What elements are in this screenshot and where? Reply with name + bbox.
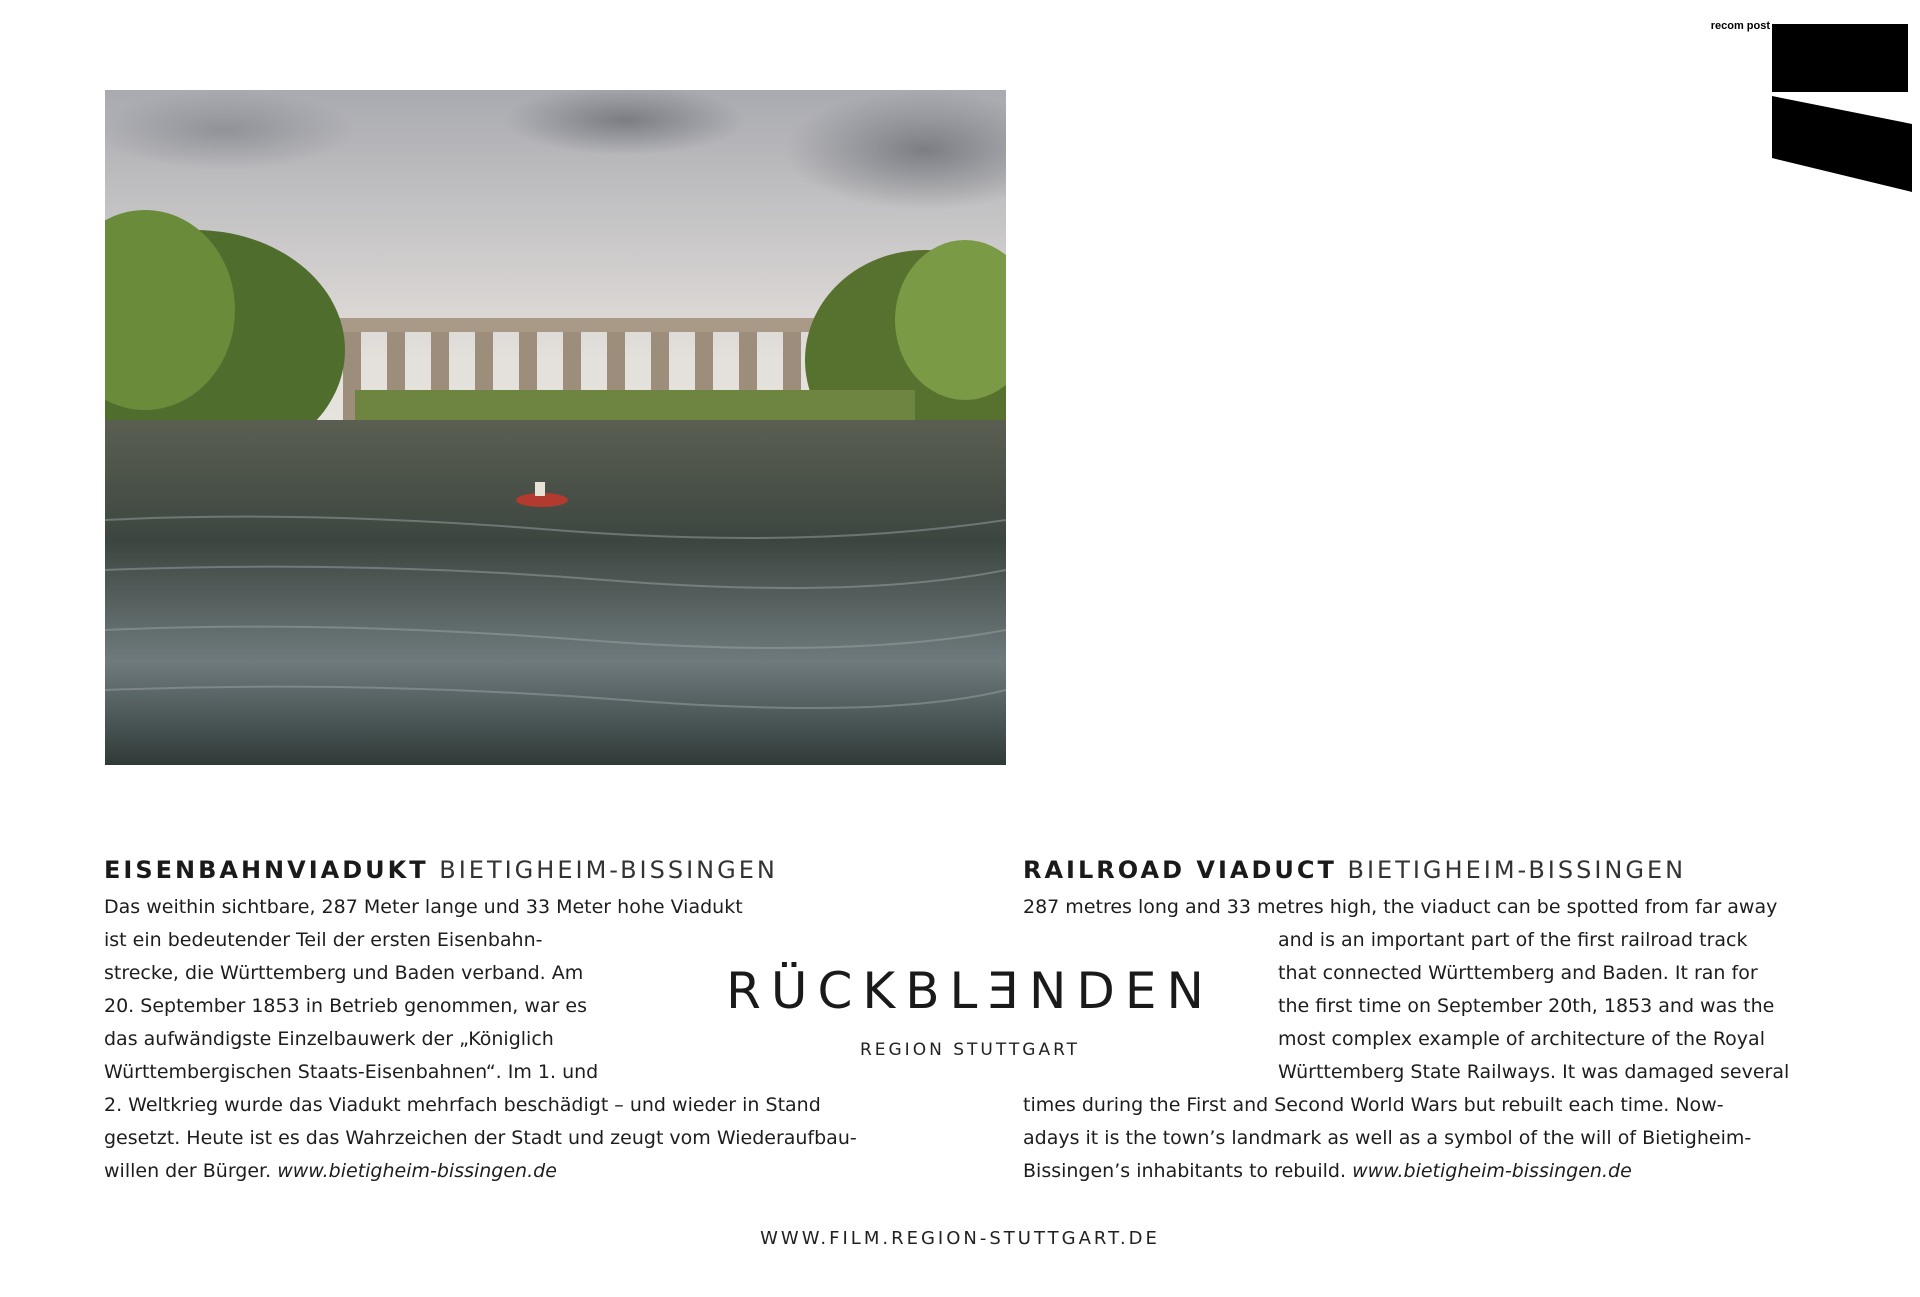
german-text-line: das aufwändigste Einzelbauwerk der „Königlich	[104, 1028, 554, 1050]
german-text-line: strecke, die Württemberg und Baden verband. Am	[104, 962, 584, 984]
english-text-line: the first time on September 20th, 1853 and was the	[1278, 995, 1775, 1017]
english-heading-bold: RAILROAD VIADUCT	[1023, 856, 1337, 884]
german-text-line: willen der Bürger.	[104, 1160, 272, 1182]
wordmark-subtitle: REGION STUTTGART	[859, 1040, 1081, 1060]
english-text-line: that connected Württemberg and Baden. It ran for	[1278, 962, 1758, 984]
brand-name: recom post	[1710, 20, 1770, 32]
rueckblenden-wordmark: RÜCKBLƎNDEN	[726, 962, 1214, 1020]
english-text-line: and is an important part of the first railroad track	[1278, 929, 1748, 951]
viaduct-photo	[105, 90, 1006, 765]
english-text-line: adays it is the town’s landmark as well as a symbol of the will of Bietigheim-	[1023, 1127, 1752, 1149]
english-text-line: Württemberg State Railways. It was damaged several	[1278, 1061, 1790, 1083]
german-heading	[104, 856, 778, 884]
english-heading-light: BIETIGHEIM-BISSINGEN	[1347, 856, 1687, 884]
german-heading-bold: EISENBAHNVIADUKT	[104, 856, 429, 884]
english-website-link[interactable]: www.bietigheim-bissingen.de	[1352, 1160, 1632, 1182]
english-text-last-line	[1023, 1155, 1632, 1188]
german-text-line: 20. September 1853 in Betrieb genommen, war es	[104, 995, 587, 1017]
german-text-line: ist ein bedeutender Teil der ersten Eisenbahn-	[104, 929, 543, 951]
german-text-line: gesetzt. Heute ist es das Wahrzeichen der Stadt und zeugt vom Wiederaufbau-	[104, 1127, 857, 1149]
german-text-line: Württembergischen Staats-Eisenbahnen“. Im 1. und	[104, 1061, 599, 1083]
german-text-line: 2. Weltkrieg wurde das Viadukt mehrfach beschädigt – und wieder in Stand	[104, 1094, 821, 1116]
german-website-link[interactable]: www.bietigheim-bissingen.de	[277, 1160, 557, 1182]
english-text-line: Bissingen’s inhabitants to rebuild.	[1023, 1160, 1347, 1182]
german-text-line: Das weithin sichtbare, 287 Meter lange und 33 Meter hohe Viadukt	[104, 896, 743, 918]
german-heading-light: BIETIGHEIM-BISSINGEN	[439, 856, 778, 884]
footer-website-link[interactable]: WWW.FILM.REGION-STUTTGART.DE	[760, 1228, 1160, 1249]
english-heading	[1023, 856, 1686, 884]
english-text-line: times during the First and Second World Wars but rebuilt each time. Now-	[1023, 1094, 1724, 1116]
english-text-line: most complex example of architecture of the Royal	[1278, 1028, 1765, 1050]
black-flag-logo-icon	[1772, 24, 1912, 194]
english-text-line: 287 metres long and 33 metres high, the viaduct can be spotted from far away	[1023, 896, 1778, 918]
german-text-last-line	[104, 1155, 557, 1188]
